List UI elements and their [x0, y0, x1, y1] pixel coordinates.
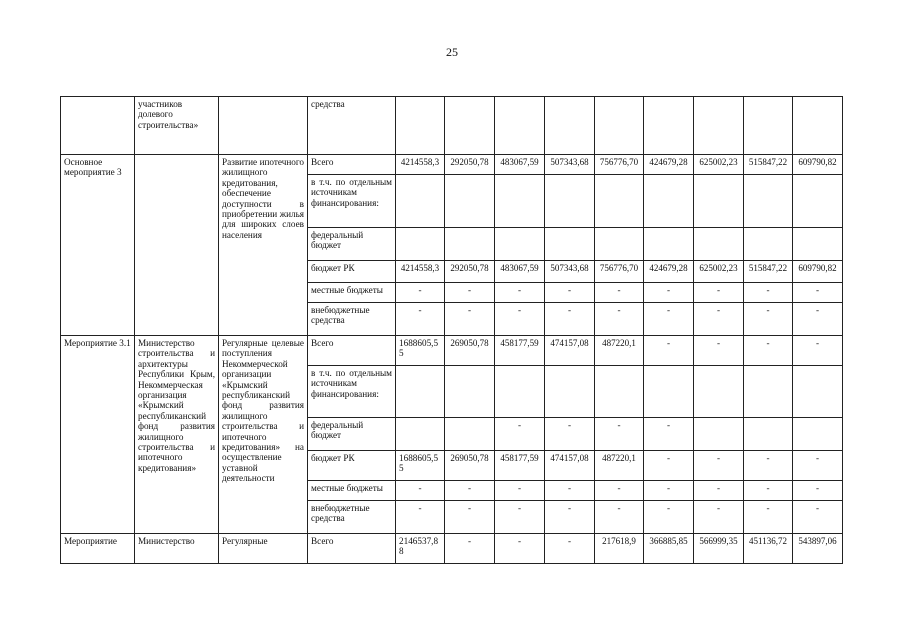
cell-source: местные бюджеты: [308, 481, 396, 501]
value-cell: [396, 418, 445, 451]
value-cell: [445, 418, 495, 451]
value-cell: -: [694, 283, 744, 303]
cell-source: местные бюджеты: [308, 283, 396, 303]
value-cell: -: [595, 418, 644, 451]
cell-source: внебюджетные средства: [308, 501, 396, 534]
value-cell: 625002,23: [694, 155, 744, 175]
cell-description: Регулярные: [219, 534, 308, 564]
value-cell: -: [793, 283, 843, 303]
cell-source: Всего: [308, 155, 396, 175]
cell-source: бюджет РК: [308, 451, 396, 481]
value-cell: 515847,22: [744, 155, 793, 175]
value-cell: -: [793, 481, 843, 501]
value-cell: -: [545, 481, 595, 501]
cell-measure: Основное мероприятие 3: [61, 155, 135, 336]
value-cell: -: [694, 451, 744, 481]
value-cell: -: [445, 283, 495, 303]
value-cell: [694, 418, 744, 451]
value-cell: [744, 418, 793, 451]
value-cell: -: [595, 283, 644, 303]
value-cell: 487220,1: [595, 451, 644, 481]
cell-measure: Мероприятие: [61, 534, 135, 564]
cell-source: в т.ч. по отдельным источникам финансирования:: [308, 366, 396, 418]
value-cell: -: [445, 303, 495, 336]
value-cell: -: [545, 303, 595, 336]
value-cell: -: [644, 501, 694, 534]
value-cell: -: [744, 336, 793, 366]
value-cell: -: [545, 534, 595, 564]
value-cell: 566999,35: [694, 534, 744, 564]
value-cell: -: [545, 283, 595, 303]
value-cell: 424679,28: [644, 155, 694, 175]
value-cell: -: [694, 336, 744, 366]
value-cell: 756776,70: [595, 155, 644, 175]
value-cell: -: [744, 303, 793, 336]
value-cell: -: [644, 418, 694, 451]
value-cell: 269050,78: [445, 451, 495, 481]
value-cell: 269050,78: [445, 336, 495, 366]
value-cell: -: [744, 481, 793, 501]
cell-measure: Мероприятие 3.1: [61, 336, 135, 534]
cell-executor: Министерство строительства и архитектуры Республики Крым, Некоммерческая организация «Крымский республиканский фонд развития жилищного строительства и ипотечного кредитования»: [135, 336, 219, 534]
value-cell: -: [595, 481, 644, 501]
value-cell: -: [744, 501, 793, 534]
value-cell: 756776,70: [595, 261, 644, 283]
value-cell: -: [545, 501, 595, 534]
value-cell: -: [644, 303, 694, 336]
cell-source: федеральный бюджет: [308, 228, 396, 261]
value-cell: -: [495, 501, 545, 534]
value-cell: 483067,59: [495, 261, 545, 283]
cell-source: бюджет РК: [308, 261, 396, 283]
value-cell: 4214558,3: [396, 261, 445, 283]
table-row: [61, 97, 843, 155]
value-cell: -: [793, 303, 843, 336]
value-cell: -: [744, 283, 793, 303]
cell-executor: [135, 155, 219, 336]
value-cell: -: [545, 418, 595, 451]
value-cell: 424679,28: [644, 261, 694, 283]
value-cell: -: [644, 451, 694, 481]
cell-measure: [61, 97, 135, 155]
table-row: [61, 155, 843, 175]
value-cell: -: [445, 534, 495, 564]
value-cell: 1688605,55: [396, 336, 445, 366]
table-row: [61, 336, 843, 366]
value-cell: -: [495, 283, 545, 303]
cell-source: Всего: [308, 336, 396, 366]
value-cell: 507343,68: [545, 155, 595, 175]
value-cell: 4214558,3: [396, 155, 445, 175]
value-cell: 609790,82: [793, 155, 843, 175]
value-cell: 292050,78: [445, 261, 495, 283]
value-cell: 609790,82: [793, 261, 843, 283]
value-cell: 458177,59: [495, 451, 545, 481]
value-cell: -: [595, 303, 644, 336]
value-cell: -: [595, 501, 644, 534]
value-cell: -: [495, 481, 545, 501]
value-cell: 366885,85: [644, 534, 694, 564]
cell-source: федеральный бюджет: [308, 418, 396, 451]
value-cell: -: [793, 501, 843, 534]
value-cell: 474157,08: [545, 336, 595, 366]
value-cell: -: [694, 303, 744, 336]
table-row: [61, 534, 843, 564]
cell-executor: Министерство: [135, 534, 219, 564]
value-cell: -: [495, 303, 545, 336]
value-cell: 451136,72: [744, 534, 793, 564]
value-cell: [793, 418, 843, 451]
value-cell: -: [495, 534, 545, 564]
value-cell: -: [396, 283, 445, 303]
value-cell: 458177,59: [495, 336, 545, 366]
value-cell: -: [644, 481, 694, 501]
value-cell: -: [694, 501, 744, 534]
value-cell: -: [793, 451, 843, 481]
cell-description: [219, 97, 308, 155]
value-cell: -: [396, 481, 445, 501]
value-cell: -: [396, 501, 445, 534]
cell-source: средства: [308, 97, 396, 155]
value-cell: -: [396, 303, 445, 336]
financing-table: [60, 96, 843, 564]
value-cell: -: [644, 336, 694, 366]
value-cell: -: [445, 501, 495, 534]
value-cell: -: [793, 336, 843, 366]
cell-description: Регулярные целевые поступления Некоммерческой организации «Крымский республиканский фонд развития жилищного строительства и ипотечного кредитования» на осуществление уставной деятельности: [219, 336, 308, 534]
value-cell: 487220,1: [595, 336, 644, 366]
value-cell: 507343,68: [545, 261, 595, 283]
cell-source: внебюджетные средства: [308, 303, 396, 336]
value-cell: 217618,9: [595, 534, 644, 564]
value-cell: 474157,08: [545, 451, 595, 481]
page-number: 25: [446, 45, 458, 59]
cell-source: в т.ч. по отдельным источникам финансирования:: [308, 175, 396, 228]
value-cell: -: [744, 451, 793, 481]
value-cell: 625002,23: [694, 261, 744, 283]
cell-source: Всего: [308, 534, 396, 564]
cell-description: Развитие ипотечного жилищного кредитования, обеспечение доступности в приобретении жилья для широких слоев населения: [219, 155, 308, 336]
value-cell: -: [644, 283, 694, 303]
value-cell: -: [495, 418, 545, 451]
value-cell: 543897,06: [793, 534, 843, 564]
value-cell: 1688605,55: [396, 451, 445, 481]
cell-executor: участников долевого строительства»: [135, 97, 219, 155]
value-cell: -: [445, 481, 495, 501]
value-cell: -: [694, 481, 744, 501]
value-cell: 483067,59: [495, 155, 545, 175]
value-cell: 2146537,88: [396, 534, 445, 564]
value-cell: 292050,78: [445, 155, 495, 175]
value-cell: 515847,22: [744, 261, 793, 283]
